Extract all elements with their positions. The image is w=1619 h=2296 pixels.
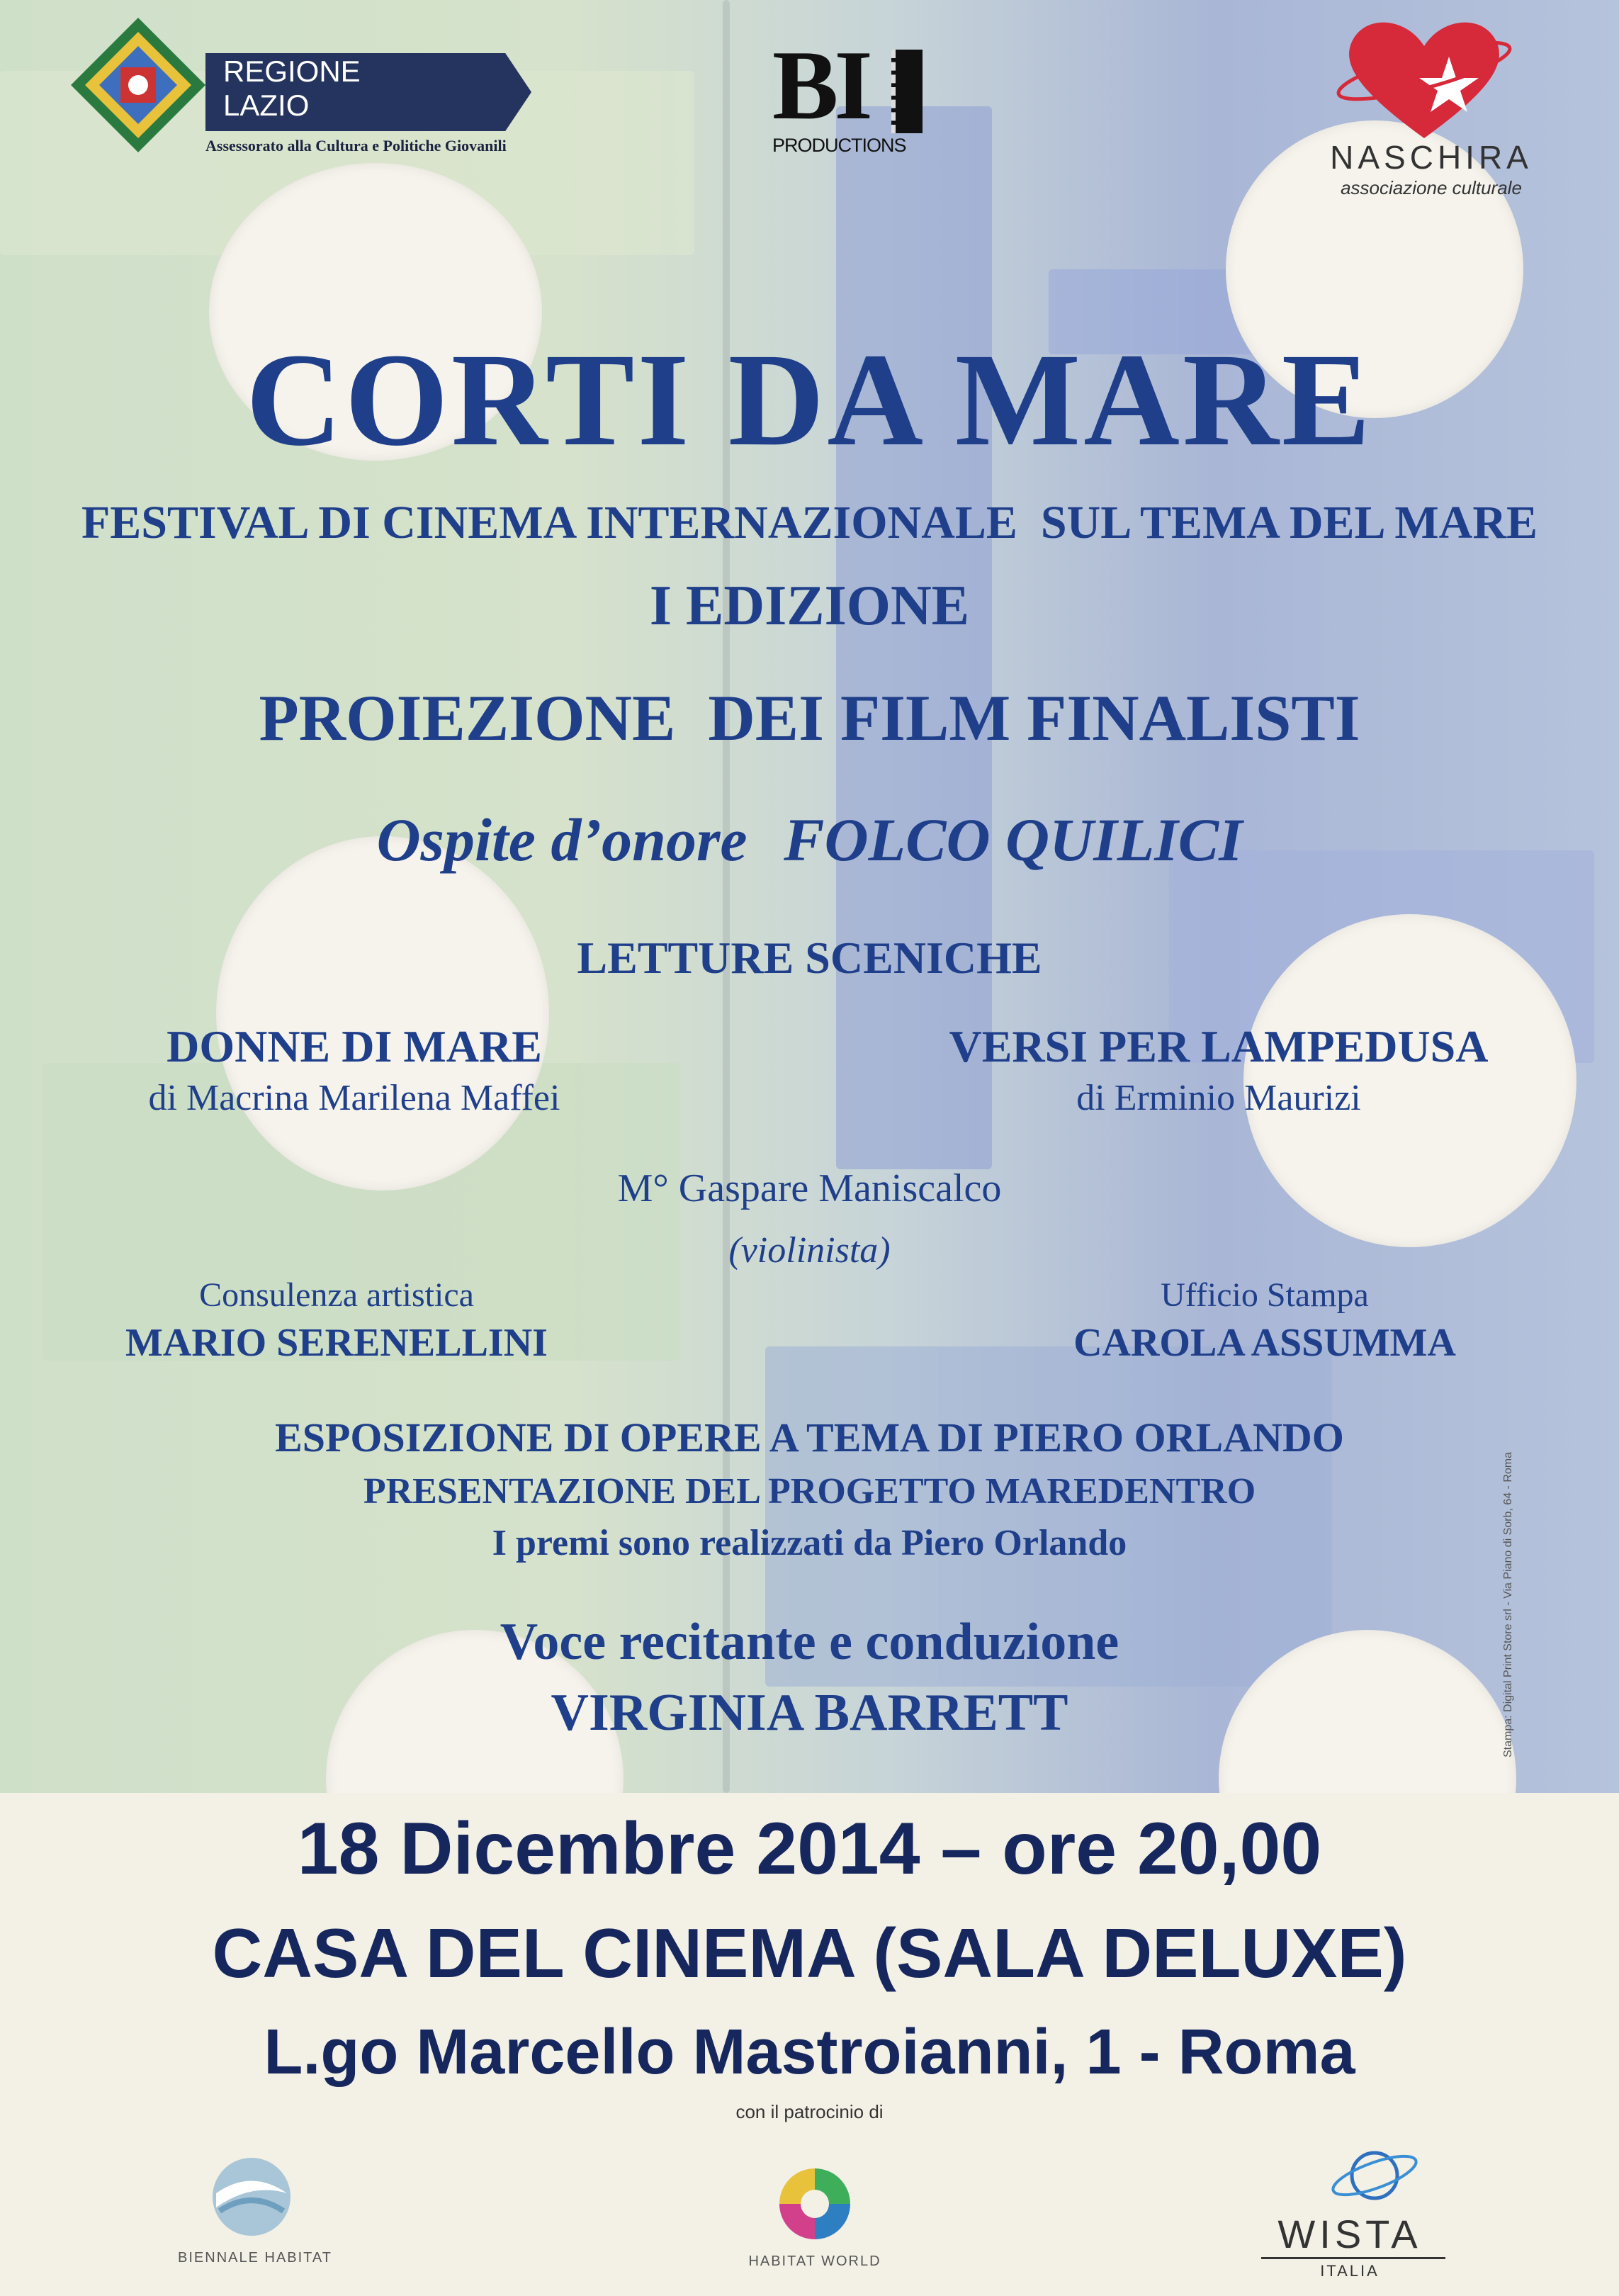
biennale-habitat-label: BIENNALE HABITAT <box>178 2250 332 2266</box>
wista-underline <box>1261 2257 1445 2259</box>
patrocinio-label: con il patrocinio di <box>735 2101 884 2122</box>
bi-subtitle: PRODUCTIONS <box>772 135 906 156</box>
ufficio-name: CAROLA ASSUMMA <box>1073 1321 1456 1365</box>
regione-lazio-line1: REGIONE <box>223 55 361 88</box>
presentazione-line: PRESENTAZIONE DEL PROGETTO MAREDENTRO <box>363 1471 1256 1512</box>
globe-orbit-icon <box>1325 2140 1424 2211</box>
wista-name: WISTA <box>1277 2212 1422 2256</box>
page-title: CORTI DA MARE <box>245 325 1374 473</box>
wista-subtitle: ITALIA <box>1320 2262 1380 2280</box>
esposizione-line: ESPOSIZIONE DI OPERE A TEMA DI PIERO ORLANDO <box>275 1414 1344 1461</box>
naschira-subtitle: associazione culturale <box>1341 177 1522 198</box>
biennale-habitat-icon <box>198 2154 305 2239</box>
regione-lazio-logo <box>43 18 553 159</box>
film-strip-icon <box>891 50 923 133</box>
habitat-world-logo <box>709 2161 921 2282</box>
naschira-logo <box>1304 7 1559 198</box>
event-address: L.go Marcello Mastroianni, 1 - Roma <box>264 2017 1355 2088</box>
regione-lazio-emblem-icon <box>71 18 205 152</box>
reading-left <box>64 1020 645 1119</box>
reading-left-title: DONNE DI MARE <box>167 1021 542 1071</box>
biennale-habitat-logo <box>142 2154 368 2282</box>
reading-right-title: VERSI PER LAMPEDUSA <box>949 1021 1489 1071</box>
readings-header: LETTURE SCENICHE <box>577 933 1042 983</box>
voce-name: VIRGINIA BARRETT <box>551 1684 1068 1742</box>
edition: I EDIZIONE <box>649 575 970 637</box>
violinist-role: (violinista) <box>728 1230 891 1271</box>
wista-logo <box>1233 2140 1474 2282</box>
bi-productions-logo <box>772 30 942 163</box>
regione-lazio-line2: LAZIO <box>223 89 310 122</box>
consulenza-label: Consulenza artistica <box>199 1276 474 1314</box>
reading-left-author: di Macrina Marilena Maffei <box>148 1078 560 1118</box>
side-print-credit: Stampa: Digital Print Store srl - Via Piano di Sorb, 64 - Roma <box>1502 1452 1514 1757</box>
premi-line: I premi sono realizzati da Piero Orlando <box>492 1523 1127 1563</box>
violinist-name: M° Gaspare Maniscalco <box>617 1166 1002 1210</box>
projection-heading: PROIEZIONE DEI FILM FINALISTI <box>259 682 1360 754</box>
bi-mark: BI <box>772 30 869 140</box>
event-venue: CASA DEL CINEMA (SALA DELUXE) <box>212 1914 1407 1992</box>
ufficio-label: Ufficio Stampa <box>1161 1276 1369 1314</box>
consulenza-block <box>106 1276 567 1366</box>
regione-lazio-subtitle: Assessorato alla Cultura e Politiche Giovanili <box>205 137 507 154</box>
festival-subtitle: FESTIVAL DI CINEMA INTERNAZIONALE SUL TEMA DEL MARE <box>81 497 1538 548</box>
guest-line <box>0 804 1619 875</box>
habitat-world-icon <box>765 2161 864 2246</box>
event-date-time: 18 Dicembre 2014 – ore 20,00 <box>297 1808 1322 1890</box>
reading-right-author: di Erminio Maurizi <box>1076 1078 1361 1118</box>
guest-label: Ospite d’onore <box>376 806 748 874</box>
ufficio-stampa-block <box>1034 1276 1495 1366</box>
consulenza-name: MARIO SERENELLINI <box>125 1321 548 1365</box>
naschira-name: NASCHIRA <box>1330 139 1533 176</box>
heart-star-icon <box>1332 7 1516 149</box>
guest-name: FOLCO QUILICI <box>784 806 1243 874</box>
habitat-world-label: HABITAT WORLD <box>748 2253 881 2269</box>
reading-right <box>900 1020 1538 1119</box>
voce-label: Voce recitante e conduzione <box>500 1613 1119 1671</box>
white-disc <box>216 836 549 1191</box>
